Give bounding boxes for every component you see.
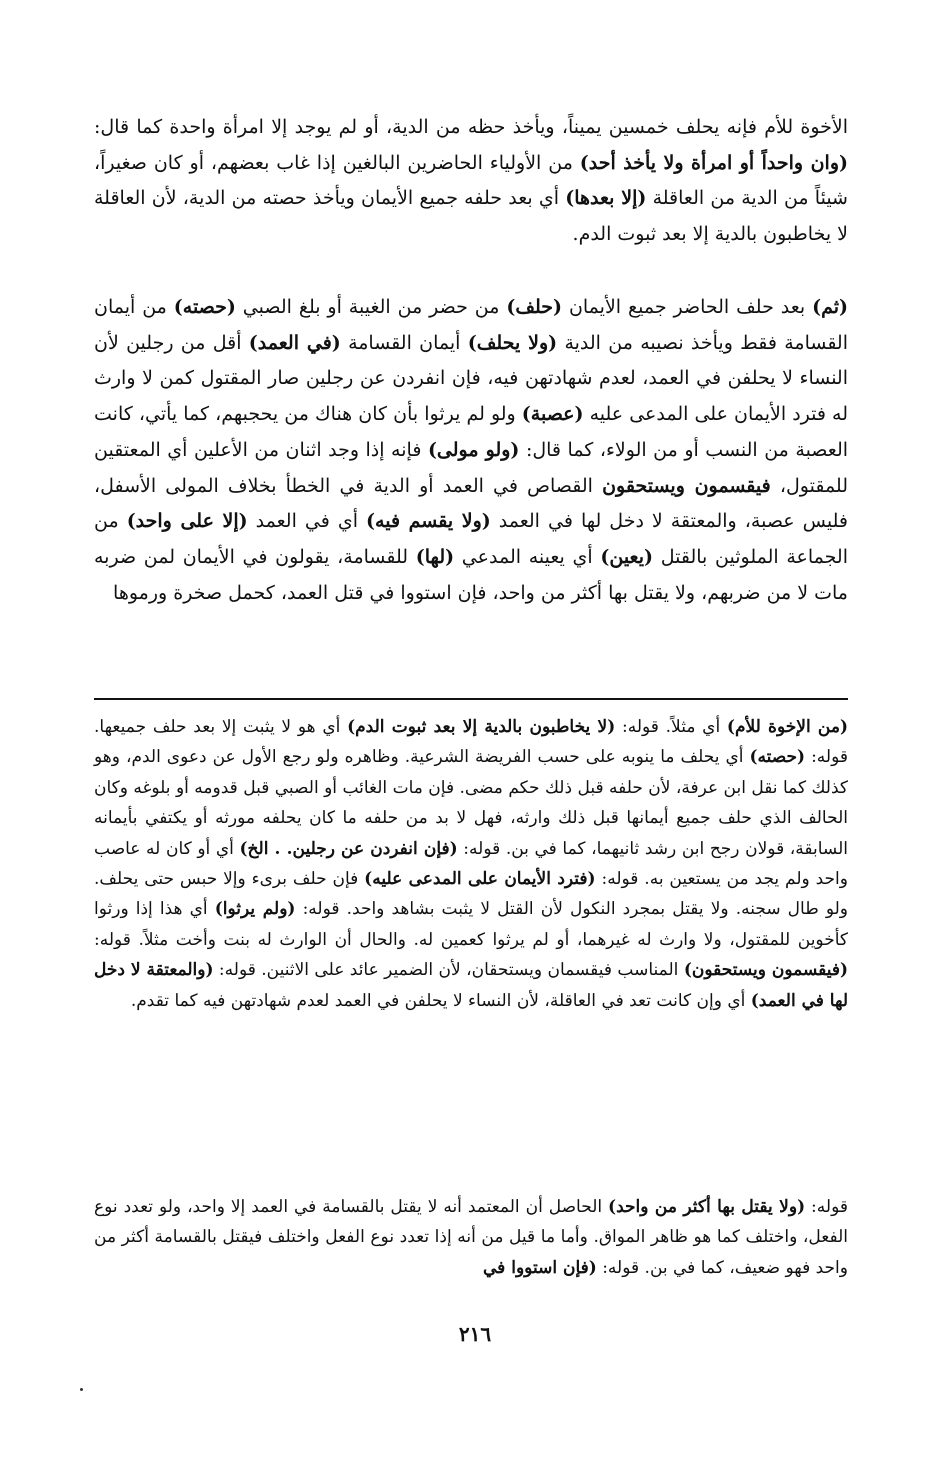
bold-quote: (ولا يحلف) — [467, 331, 558, 354]
footnote-paragraph-2 — [94, 1192, 848, 1283]
text-run: أقل من رجلين لأن النساء لا يحلفن في العمد، لعدم شهادتهن فيه، فإن انفردن عن رجلين صار المقتول كمن لا وارث له فترد الأيمان على المدعى عليه — [94, 331, 848, 426]
text-run: الأخوة للأم فإنه يحلف خمسين يميناً، ويأخذ حظه من الدية، أو لم يوجد إلا امرأة واحدة كما قال: — [94, 116, 848, 138]
text-run: من الأولياء الحاضرين البالغين إذا غاب بعضهم، أو كان صغيراً، شيئاً من الدية من العاقلة — [94, 151, 848, 210]
text-run: أي في العمد — [247, 510, 367, 533]
text-run: ولو لم يرثوا بأن كان هناك من يحجبهم، كما يأتي، كانت العصبة من النسب أو من الولاء، كما قال: — [94, 403, 849, 461]
bold-quote: (حصته) — [749, 747, 806, 768]
footnote-text — [94, 1192, 848, 1283]
text-run: أي يحلف ما ينوبه على حسب الفريضة الشرعية. وظاهره ولو رجع الأول عن دعوى الدم، وهو كذلك كما نقل ابن عرفة، لأن حلفه قبل ذلك حكم مضى. فإن مات الغائب أو الصبي قبل قدومه أو بلوغه وكان الحالف الذي حلف جميع أيمانها قبل ذلك وارثه، فهل لا بد من حلفه ما كان يحلفه مورثه أو يكتفي بأيمانه السابقة، قولان رجح ابن رشد ثانيهما، كما في بن. قوله: — [94, 747, 848, 859]
text-run: أيمان القسامة — [340, 331, 468, 354]
scan-dot — [80, 1388, 83, 1391]
text-run: للقسامة، يقولون في الأيمان لمن ضربه مات لا من ضربهم، ولا يقتل بها أكثر من واحد، فإن استووا في قتل العمد، كحمل صخرة ورموها — [94, 545, 848, 604]
text-run: الحاصل أن المعتمد أنه لا يقتل بالقسامة في العمد إلا واحد، ولو تعدد نوع الفعل، واختلف كما هو ظاهر المواق. وأما ما قيل من أنه إذا تعدد نوع الفعل واختلف فيقتل بالقسامة أكثر من واحد فهو ضعيف، كما في بن. قوله: — [94, 1197, 848, 1278]
text-run: القصاص في العمد أو الدية في الخطأ بخلاف المولى الأسفل، فليس عصبة، والمعتقة لا دخل لها في العمد — [94, 474, 848, 533]
bold-quote: (فيقسمون ويستحقون) — [683, 960, 849, 981]
text-run: أي أو كان له عاصب واحد ولم يجد من يستعين به. قوله: — [94, 838, 848, 890]
text-run: فإن حلف برىء وإلا حبس حتى يحلف. ولو طال سجنه. ولا يقتل بمجرد النكول لأن القتل لا يثبت بشاهد واحد. قوله: — [94, 869, 848, 920]
text-run: أي وإن كانت تعد في العاقلة، لأن النساء لا يحلفن في العمد لعدم شهادتهن فيه كما تقدم. — [130, 990, 751, 1011]
bold-quote: (ولا يقسم فيه) — [366, 510, 491, 533]
main-paragraph-2 — [94, 290, 848, 611]
footnote-text — [94, 712, 848, 1016]
bold-quote: (في العمد) — [248, 331, 341, 354]
bold-quote: (وان واحداً أو امرأة ولا يأخذ أحد) — [579, 151, 848, 174]
main-paragraph-1 — [94, 110, 848, 253]
bold-quote: (ثم) — [812, 296, 849, 318]
text-run: أي بعد حلفه جميع الأيمان ويأخذ حصته من الدية، لأن العاقلة لا يخاطبون بالدية إلا بعد ثبوت الدم. — [94, 187, 848, 246]
text-run: أي هذا إذا ورثوا كأخوين للمقتول، ولا وارث له غيرهما، أو لم يرثوا كعمين له. والحال أن الوارث له بنت وأخت مثلاً. قوله: — [94, 899, 848, 950]
text-run: من أيمان القسامة فقط ويأخذ نصيبه من الدية — [94, 296, 848, 354]
text-run: قوله: — [805, 1197, 848, 1217]
bold-quote: (عصبة) — [521, 403, 584, 426]
bold-quote: (إلا على واحد) — [126, 510, 248, 533]
bold-quote: (ولم يرثوا) — [214, 899, 296, 920]
bold-quote: فيقسمون ويستحقون — [602, 474, 771, 497]
paragraph-text — [94, 290, 848, 611]
bold-quote: (إلا بعدها) — [565, 187, 647, 210]
footnote-divider — [94, 698, 848, 700]
bold-quote: (حلف) — [506, 296, 563, 318]
footnote-paragraph-1 — [94, 712, 848, 1016]
bold-quote: (فترد الأيمان على المدعى عليه) — [364, 869, 596, 890]
bold-quote: (ولا يقتل بها أكثر من واحد) — [608, 1197, 806, 1217]
bold-quote: (والمعتقة لا دخل لها في العمد) — [94, 960, 848, 1011]
bold-quote: (لا يخاطبون بالدية إلا بعد ثبوت الدم) — [347, 717, 616, 737]
text-run: أي يعينه المدعي — [454, 545, 601, 568]
bold-quote: (ولو مولى) — [427, 438, 520, 461]
bold-quote: (حصته) — [173, 296, 236, 318]
text-run: أي هو لا يثبت إلا بعد حلف جميعها. قوله: — [94, 717, 849, 768]
text-run: من حضر من الغيبة أو بلغ الصبي — [235, 296, 507, 318]
bold-quote: (يعين) — [600, 545, 654, 568]
paragraph-text — [94, 110, 848, 253]
text-run: فإنه إذا وجد اثنان من الأعلين أي المعتقين للمقتول، — [94, 438, 849, 497]
text-run: المناسب فيقسمان ويستحقان، لأن الضمير عائد على الاثنين. قوله: — [213, 960, 684, 981]
text-run: بعد حلف الحاضر جميع الأيمان — [562, 296, 813, 318]
text-run: من الجماعة الملوثين بالقتل — [94, 510, 848, 568]
bold-quote: (فإن انفردن عن رجلين. . الخ) — [239, 838, 458, 859]
bold-quote: (لها) — [415, 545, 455, 568]
page-number: ٢١٦ — [458, 1322, 492, 1346]
bold-quote: (من الإخوة للأم) — [726, 717, 849, 737]
text-run: أي مثلاً. قوله: — [615, 717, 727, 737]
bold-quote: (فإن استووا في — [483, 1257, 597, 1278]
